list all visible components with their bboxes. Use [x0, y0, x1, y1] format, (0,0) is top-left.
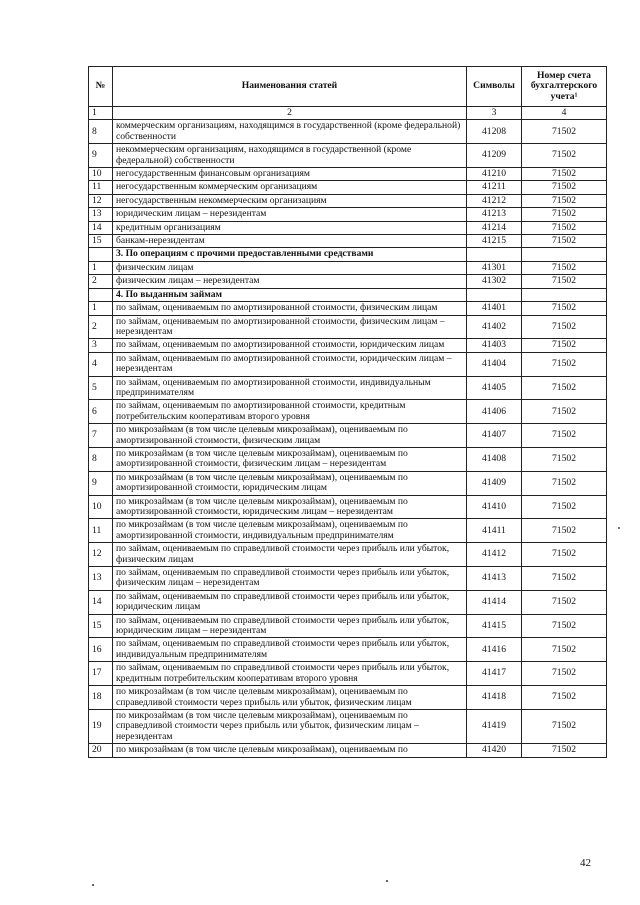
table-row [89, 424, 607, 448]
row-symbol: 41414 [467, 590, 522, 614]
row-account: 71502 [522, 235, 607, 248]
row-account: 71502 [522, 302, 607, 315]
table-row [89, 120, 607, 144]
table-row [89, 339, 607, 352]
row-number: 1 [89, 261, 113, 274]
row-number: 8 [89, 120, 113, 144]
table-row [89, 194, 607, 207]
row-symbol: 41215 [467, 235, 522, 248]
row-number: 16 [89, 638, 113, 662]
row-name: по займам, оцениваемым по амортизированной стоимости, юридическим лицам – нерезидентам [113, 352, 467, 376]
table-row [89, 686, 607, 710]
row-number: 19 [89, 709, 113, 743]
row-number: 9 [89, 471, 113, 495]
row-symbol: 41301 [467, 261, 522, 274]
row-symbol: 41402 [467, 315, 522, 339]
row-symbol: 41401 [467, 302, 522, 315]
row-symbol: 41213 [467, 208, 522, 221]
row-name: по микрозаймам (в том числе целевым микрозаймам), оцениваемым по амортизированной стоимости, физическим лицам [113, 424, 467, 448]
row-symbol: 41418 [467, 686, 522, 710]
header-symbol: Символы [467, 67, 522, 107]
row-account: 71502 [522, 662, 607, 686]
table-row [89, 400, 607, 424]
table-row [89, 590, 607, 614]
row-symbol: 41408 [467, 447, 522, 471]
table-header-row [89, 67, 607, 107]
row-symbol: 41415 [467, 614, 522, 638]
row-name: кредитным организациям [113, 221, 467, 234]
row-account: 71502 [522, 744, 607, 757]
row-number: 15 [89, 235, 113, 248]
row-number: 5 [89, 376, 113, 400]
row-account: 71502 [522, 194, 607, 207]
scan-speck [386, 880, 388, 882]
row-name: физическим лицам – нерезидентам [113, 275, 467, 288]
row-symbol: 41413 [467, 567, 522, 591]
row-name: по займам, оцениваемым по амортизированной стоимости, индивидуальным предпринимателям [113, 376, 467, 400]
row-name: по микрозаймам (в том числе целевым микрозаймам), оцениваемым по справедливой стоимости через прибыль или убыток, физическим лицам [113, 686, 467, 710]
index-cell: 3 [467, 107, 522, 120]
header-account: Номер счета бухгалтерского учета¹ [522, 67, 607, 107]
row-symbol: 41211 [467, 181, 522, 194]
row-symbol: 41407 [467, 424, 522, 448]
row-symbol: 41214 [467, 221, 522, 234]
row-number: 1 [89, 302, 113, 315]
row-account: 71502 [522, 315, 607, 339]
row-symbol: 41210 [467, 168, 522, 181]
row-account [522, 248, 607, 261]
row-account: 71502 [522, 181, 607, 194]
table-row [89, 302, 607, 315]
row-account: 71502 [522, 543, 607, 567]
row-account: 71502 [522, 144, 607, 168]
table-row [89, 744, 607, 757]
row-name: по займам, оцениваемым по амортизированной стоимости, юридическим лицам [113, 339, 467, 352]
row-name: по займам, оцениваемым по справедливой стоимости через прибыль или убыток, физическим лицам – нерезидентам [113, 567, 467, 591]
table-row [89, 168, 607, 181]
row-symbol: 41420 [467, 744, 522, 757]
table-body [89, 120, 607, 757]
page-number: 42 [580, 857, 591, 869]
row-number: 13 [89, 208, 113, 221]
row-symbol: 41212 [467, 194, 522, 207]
header-number: № [89, 67, 113, 107]
row-number: 12 [89, 543, 113, 567]
row-account: 71502 [522, 424, 607, 448]
row-account [522, 288, 607, 301]
row-symbol: 41419 [467, 709, 522, 743]
row-number: 2 [89, 275, 113, 288]
row-number: 8 [89, 447, 113, 471]
index-cell: 4 [522, 107, 607, 120]
row-symbol: 41410 [467, 495, 522, 519]
row-account: 71502 [522, 590, 607, 614]
table-row [89, 543, 607, 567]
row-account: 71502 [522, 495, 607, 519]
row-name: по займам, оцениваемым по амортизированной стоимости, кредитным потребительским кооперативам второго уровня [113, 400, 467, 424]
row-name: 4. По выданным займам [113, 288, 467, 301]
scan-speck [92, 884, 94, 886]
row-account: 71502 [522, 275, 607, 288]
section-row [89, 248, 607, 261]
row-symbol: 41411 [467, 519, 522, 543]
row-account: 71502 [522, 519, 607, 543]
row-number: 14 [89, 590, 113, 614]
row-account: 71502 [522, 638, 607, 662]
table-row [89, 261, 607, 274]
row-name: по микрозаймам (в том числе целевым микрозаймам), оцениваемым по амортизированной стоимости, индивидуальным предпринимателям [113, 519, 467, 543]
table-row [89, 181, 607, 194]
row-account: 71502 [522, 400, 607, 424]
table-row [89, 471, 607, 495]
row-number: 14 [89, 221, 113, 234]
row-account: 71502 [522, 709, 607, 743]
row-account: 71502 [522, 221, 607, 234]
row-number: 4 [89, 352, 113, 376]
table-row [89, 235, 607, 248]
row-symbol: 41403 [467, 339, 522, 352]
row-number: 9 [89, 144, 113, 168]
row-number: 10 [89, 168, 113, 181]
table-row [89, 662, 607, 686]
table-row [89, 495, 607, 519]
row-number: 18 [89, 686, 113, 710]
row-name: банкам-нерезидентам [113, 235, 467, 248]
row-name: по микрозаймам (в том числе целевым микрозаймам), оцениваемым по амортизированной стоимости, юридическим лицам [113, 471, 467, 495]
table-row [89, 208, 607, 221]
row-name: по займам, оцениваемым по справедливой стоимости через прибыль или убыток, физическим лицам [113, 543, 467, 567]
row-name: юридическим лицам – нерезидентам [113, 208, 467, 221]
index-cell: 1 [89, 107, 113, 120]
row-number: 15 [89, 614, 113, 638]
row-name: 3. По операциям с прочими предоставленными средствами [113, 248, 467, 261]
row-number: 10 [89, 495, 113, 519]
row-number [89, 288, 113, 301]
table-row [89, 614, 607, 638]
row-number: 3 [89, 339, 113, 352]
row-account: 71502 [522, 339, 607, 352]
accounts-table [88, 66, 607, 758]
row-symbol: 41409 [467, 471, 522, 495]
row-symbol: 41412 [467, 543, 522, 567]
row-name: по займам, оцениваемым по справедливой стоимости через прибыль или убыток, индивидуальным предпринимателям [113, 638, 467, 662]
row-account: 71502 [522, 261, 607, 274]
table-row [89, 144, 607, 168]
row-symbol: 41417 [467, 662, 522, 686]
table-row [89, 447, 607, 471]
row-symbol [467, 248, 522, 261]
row-number: 11 [89, 181, 113, 194]
table-row [89, 275, 607, 288]
table-row [89, 352, 607, 376]
row-number: 20 [89, 744, 113, 757]
row-name: по микрозаймам (в том числе целевым микрозаймам), оцениваемым по справедливой стоимости через прибыль или убыток, физическим лицам – нерезидентам [113, 709, 467, 743]
row-name: физическим лицам [113, 261, 467, 274]
table-row [89, 567, 607, 591]
row-symbol: 41208 [467, 120, 522, 144]
table-row [89, 519, 607, 543]
row-account: 71502 [522, 120, 607, 144]
row-number: 2 [89, 315, 113, 339]
row-account: 71502 [522, 447, 607, 471]
row-account: 71502 [522, 352, 607, 376]
row-number: 17 [89, 662, 113, 686]
scan-speck [618, 527, 620, 529]
table-row [89, 638, 607, 662]
row-number: 13 [89, 567, 113, 591]
row-symbol: 41404 [467, 352, 522, 376]
row-name: негосударственным некоммерческим организациям [113, 194, 467, 207]
row-symbol: 41416 [467, 638, 522, 662]
table-row [89, 221, 607, 234]
row-name: некоммерческим организациям, находящимся в государственной (кроме федеральной) собственности [113, 144, 467, 168]
table-row [89, 709, 607, 743]
row-number: 7 [89, 424, 113, 448]
row-name: негосударственным финансовым организациям [113, 168, 467, 181]
row-name: по микрозаймам (в том числе целевым микрозаймам), оцениваемым по амортизированной стоимости, юридическим лицам – нерезидентам [113, 495, 467, 519]
header-item-name: Наименования статей [113, 67, 467, 107]
row-symbol [467, 288, 522, 301]
row-account: 71502 [522, 567, 607, 591]
row-name: по микрозаймам (в том числе целевым микрозаймам), оцениваемым по [113, 744, 467, 757]
row-name: коммерческим организациям, находящимся в государственной (кроме федеральной) собственности [113, 120, 467, 144]
row-number: 12 [89, 194, 113, 207]
row-number [89, 248, 113, 261]
index-cell: 2 [113, 107, 467, 120]
row-account: 71502 [522, 168, 607, 181]
row-symbol: 41302 [467, 275, 522, 288]
row-symbol: 41405 [467, 376, 522, 400]
section-row [89, 288, 607, 301]
row-symbol: 41209 [467, 144, 522, 168]
row-name: по займам, оцениваемым по справедливой стоимости через прибыль или убыток, юридическим лицам [113, 590, 467, 614]
row-symbol: 41406 [467, 400, 522, 424]
row-number: 6 [89, 400, 113, 424]
row-account: 71502 [522, 614, 607, 638]
row-name: по займам, оцениваемым по справедливой стоимости через прибыль или убыток, кредитным потребительским кооперативам второго уровня [113, 662, 467, 686]
row-name: по микрозаймам (в том числе целевым микрозаймам), оцениваемым по амортизированной стоимости, физическим лицам – нерезидентам [113, 447, 467, 471]
row-name: по займам, оцениваемым по амортизированной стоимости, физическим лицам [113, 302, 467, 315]
table-row [89, 376, 607, 400]
row-account: 71502 [522, 376, 607, 400]
column-index-row [89, 107, 607, 120]
row-name: по займам, оцениваемым по амортизированной стоимости, физическим лицам – нерезидентам [113, 315, 467, 339]
row-account: 71502 [522, 471, 607, 495]
row-number: 11 [89, 519, 113, 543]
row-account: 71502 [522, 208, 607, 221]
table-row [89, 315, 607, 339]
row-name: по займам, оцениваемым по справедливой стоимости через прибыль или убыток, юридическим лицам – нерезидентам [113, 614, 467, 638]
row-account: 71502 [522, 686, 607, 710]
row-name: негосударственным коммерческим организациям [113, 181, 467, 194]
